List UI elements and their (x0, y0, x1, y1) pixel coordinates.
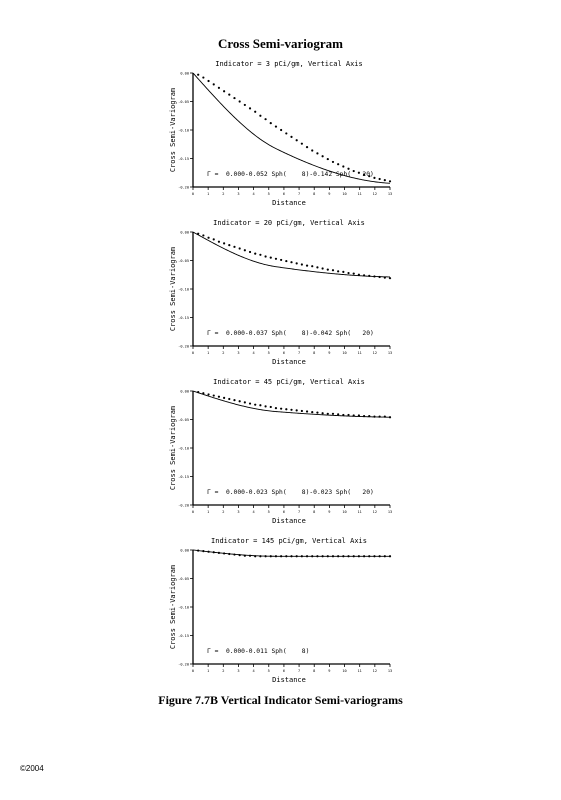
data-point (373, 416, 375, 418)
data-point (207, 551, 209, 553)
data-point (342, 271, 344, 273)
data-point (296, 262, 298, 264)
x-tick-label: 13 (387, 510, 393, 514)
data-point (316, 412, 318, 414)
x-tick-label: 8 (313, 192, 316, 196)
x-tick-label: 2 (222, 510, 225, 514)
data-point (316, 152, 318, 154)
y-tick-label: -0.15 (178, 475, 189, 479)
x-tick-label: 1 (207, 351, 210, 355)
data-point (223, 242, 225, 244)
x-tick-label: 1 (207, 192, 210, 196)
data-point (358, 414, 360, 416)
data-point (379, 555, 381, 557)
data-point (379, 178, 381, 180)
data-point (207, 80, 209, 82)
data-point (197, 391, 199, 393)
data-point (244, 249, 246, 251)
y-tick-label: -0.20 (178, 662, 189, 667)
data-point (384, 277, 386, 279)
data-point (233, 553, 235, 555)
data-point (322, 412, 324, 414)
x-tick-label: 8 (313, 669, 316, 673)
data-point (384, 179, 386, 181)
x-tick-label: 2 (222, 192, 225, 196)
data-point (327, 555, 329, 557)
model-curve (193, 391, 390, 417)
data-point (280, 408, 282, 410)
x-tick-label: 0 (191, 192, 195, 196)
x-tick-label: 9 (328, 192, 331, 196)
data-point (275, 407, 277, 409)
data-point (285, 408, 287, 410)
data-point (389, 416, 391, 418)
data-point (285, 132, 287, 134)
data-point (353, 555, 355, 557)
data-point (213, 83, 215, 85)
data-point (259, 254, 261, 256)
data-point (254, 555, 256, 557)
data-point (379, 416, 381, 418)
chart-title: Indicator = 145 pCi/gm, Vertical Axis (211, 537, 367, 545)
data-point (379, 276, 381, 278)
x-tick-label: 11 (357, 351, 362, 355)
data-point (275, 555, 277, 557)
data-point (270, 122, 272, 124)
data-point (306, 410, 308, 412)
data-point (218, 552, 220, 554)
data-point (264, 405, 266, 407)
data-point (228, 244, 230, 246)
data-point (207, 237, 209, 239)
data-point (228, 94, 230, 96)
y-tick-label: -0.20 (178, 344, 189, 349)
chart-title: Indicator = 3 pCi/gm, Vertical Axis (215, 60, 363, 68)
x-tick-label: 0 (191, 351, 195, 355)
data-point (389, 555, 391, 557)
data-point (290, 136, 292, 138)
model-curve (193, 73, 390, 183)
y-tick-label: -0.10 (178, 287, 189, 292)
y-tick-label: -0.10 (178, 446, 189, 451)
data-point (311, 411, 313, 413)
x-tick-label: 3 (237, 510, 240, 514)
data-point (332, 413, 334, 415)
x-tick-label: 7 (297, 351, 301, 355)
x-tick-label: 5 (267, 192, 270, 196)
data-point (275, 125, 277, 127)
data-point (316, 555, 318, 557)
data-point (322, 555, 324, 557)
x-tick-label: 1 (207, 669, 210, 673)
chart-panel-indicator-45 (0, 373, 561, 533)
y-tick-label: 0.00 (180, 230, 189, 235)
data-point (249, 251, 251, 253)
data-point (322, 155, 324, 157)
data-point (311, 149, 313, 151)
data-point (358, 555, 360, 557)
x-tick-label: 0 (191, 510, 195, 514)
data-point (363, 415, 365, 417)
y-tick-label: -0.10 (178, 128, 189, 133)
data-point (368, 415, 370, 417)
x-tick-label: 12 (372, 192, 378, 196)
data-point (239, 554, 241, 556)
data-point (244, 555, 246, 557)
x-tick-label: 3 (237, 351, 240, 355)
x-tick-label: 5 (267, 669, 270, 673)
data-point (363, 555, 365, 557)
data-point (353, 273, 355, 275)
data-point (296, 139, 298, 141)
x-tick-label: 6 (282, 192, 286, 196)
data-point (368, 555, 370, 557)
x-tick-label: 13 (387, 669, 393, 673)
data-point (347, 414, 349, 416)
x-tick-label: 8 (313, 351, 316, 355)
data-point (332, 161, 334, 163)
data-point (306, 146, 308, 148)
x-tick-label: 1 (207, 510, 210, 514)
x-tick-label: 10 (342, 351, 347, 355)
data-point (290, 261, 292, 263)
x-tick-label: 11 (357, 669, 362, 673)
x-axis-label: Distance (272, 358, 306, 366)
x-axis-label: Distance (272, 199, 306, 207)
y-tick-label: 0.00 (180, 548, 189, 553)
x-tick-label: 2 (222, 351, 225, 355)
data-point (358, 274, 360, 276)
y-tick-label: 0.00 (180, 389, 189, 394)
data-point (327, 413, 329, 415)
data-point (218, 396, 220, 398)
data-point (213, 551, 215, 553)
x-tick-label: 3 (237, 192, 240, 196)
y-axis-label: Cross Semi-Variogram (169, 564, 177, 650)
data-point (290, 409, 292, 411)
model-equation: Γ = 0.000-0.011 Sph( 8) (207, 648, 310, 655)
x-tick-label: 5 (267, 351, 270, 355)
data-point (342, 555, 344, 557)
data-point (270, 406, 272, 408)
data-point (264, 118, 266, 120)
data-point (327, 269, 329, 271)
data-point (197, 549, 199, 551)
data-point (347, 555, 349, 557)
data-point (306, 265, 308, 267)
chart-panel-indicator-145 (0, 532, 561, 692)
data-point (259, 115, 261, 117)
data-point (280, 129, 282, 131)
data-point (202, 76, 204, 78)
y-axis-label: Cross Semi-Variogram (169, 87, 177, 173)
y-tick-label: -0.15 (178, 157, 189, 161)
chart-panel-indicator-3 (0, 55, 561, 215)
x-tick-label: 4 (252, 510, 255, 514)
data-point (233, 399, 235, 401)
data-point (337, 163, 339, 165)
data-point (213, 238, 215, 240)
data-point (259, 555, 261, 557)
data-point (207, 393, 209, 395)
x-tick-label: 5 (267, 510, 270, 514)
x-tick-label: 8 (313, 510, 316, 514)
x-tick-label: 9 (328, 510, 331, 514)
data-point (218, 87, 220, 89)
y-tick-label: -0.10 (178, 605, 189, 610)
data-point (337, 555, 339, 557)
data-point (290, 555, 292, 557)
data-point (239, 100, 241, 102)
data-point (332, 555, 334, 557)
x-tick-label: 3 (237, 669, 240, 673)
data-point (197, 74, 199, 76)
model-curve (193, 232, 390, 277)
data-point (270, 555, 272, 557)
y-axis-label: Cross Semi-Variogram (169, 405, 177, 491)
data-point (223, 90, 225, 92)
y-tick-label: -0.05 (178, 577, 189, 581)
data-point (322, 267, 324, 269)
data-point (311, 555, 313, 557)
x-tick-label: 11 (357, 510, 362, 514)
data-point (233, 246, 235, 248)
data-point (249, 555, 251, 557)
data-point (259, 404, 261, 406)
data-point (368, 275, 370, 277)
x-tick-label: 4 (252, 351, 255, 355)
chart-panel-indicator-20 (0, 214, 561, 374)
data-point (254, 404, 256, 406)
x-tick-label: 9 (328, 669, 331, 673)
data-point (223, 397, 225, 399)
y-tick-label: 0.00 (180, 71, 189, 76)
data-point (311, 265, 313, 267)
x-tick-label: 6 (282, 510, 286, 514)
x-tick-label: 7 (297, 669, 301, 673)
data-point (301, 143, 303, 145)
data-point (280, 259, 282, 261)
data-point (337, 413, 339, 415)
model-equation: Γ = 0.000-0.052 Sph( 8)-0.142 Sph( 20) (207, 171, 374, 178)
y-tick-label: -0.15 (178, 316, 189, 320)
page-title: Cross Semi-variogram (217, 36, 344, 51)
data-point (342, 414, 344, 416)
x-tick-label: 6 (282, 669, 286, 673)
x-axis-label: Distance (272, 517, 306, 525)
data-point (280, 555, 282, 557)
data-point (363, 274, 365, 276)
y-tick-label: -0.20 (178, 185, 189, 190)
data-point (306, 555, 308, 557)
x-tick-label: 12 (372, 669, 378, 673)
data-point (202, 392, 204, 394)
x-tick-label: 12 (372, 351, 378, 355)
x-axis-label: Distance (272, 676, 306, 684)
data-point (254, 253, 256, 255)
data-point (373, 555, 375, 557)
x-tick-label: 13 (387, 351, 393, 355)
figure-caption: Figure 7.7B Vertical Indicator Semi-variograms (158, 693, 403, 707)
data-point (384, 555, 386, 557)
data-point (249, 402, 251, 404)
x-tick-label: 13 (387, 192, 393, 196)
x-tick-label: 12 (372, 510, 378, 514)
x-tick-label: 4 (252, 192, 255, 196)
y-tick-label: -0.05 (178, 418, 189, 422)
data-point (202, 234, 204, 236)
chart-title: Indicator = 20 pCi/gm, Vertical Axis (213, 219, 365, 227)
data-point (244, 104, 246, 106)
data-point (301, 555, 303, 557)
data-point (301, 410, 303, 412)
data-point (239, 400, 241, 402)
data-point (342, 165, 344, 167)
data-point (270, 257, 272, 259)
data-point (347, 168, 349, 170)
y-tick-label: -0.20 (178, 503, 189, 508)
x-tick-label: 10 (342, 192, 347, 196)
x-tick-label: 0 (191, 669, 195, 673)
data-point (296, 409, 298, 411)
data-point (264, 255, 266, 257)
x-tick-label: 2 (222, 669, 225, 673)
y-tick-label: -0.05 (178, 259, 189, 263)
data-point (327, 158, 329, 160)
x-tick-label: 7 (297, 510, 301, 514)
x-tick-label: 10 (342, 510, 347, 514)
data-point (213, 394, 215, 396)
data-point (202, 550, 204, 552)
data-point (239, 247, 241, 249)
data-point (316, 266, 318, 268)
data-point (264, 555, 266, 557)
data-point (389, 180, 391, 182)
data-point (249, 107, 251, 109)
y-tick-label: -0.05 (178, 100, 189, 104)
data-point (337, 270, 339, 272)
y-axis-label: Cross Semi-Variogram (169, 246, 177, 332)
data-point (223, 552, 225, 554)
data-point (275, 258, 277, 260)
x-tick-label: 4 (252, 669, 255, 673)
data-point (197, 233, 199, 235)
model-equation: Γ = 0.000-0.023 Sph( 8)-0.023 Sph( 20) (207, 489, 374, 496)
data-point (285, 260, 287, 262)
data-point (373, 275, 375, 277)
data-point (254, 111, 256, 113)
copyright-notice: ©2004 (20, 764, 44, 773)
x-tick-label: 11 (357, 192, 362, 196)
data-point (296, 555, 298, 557)
data-point (218, 241, 220, 243)
x-tick-label: 9 (328, 351, 331, 355)
x-tick-label: 7 (297, 192, 301, 196)
data-point (353, 414, 355, 416)
data-point (244, 401, 246, 403)
data-point (228, 398, 230, 400)
x-tick-label: 6 (282, 351, 286, 355)
data-point (228, 553, 230, 555)
data-point (389, 277, 391, 279)
data-point (332, 269, 334, 271)
x-tick-label: 10 (342, 669, 347, 673)
data-point (384, 416, 386, 418)
data-point (285, 555, 287, 557)
data-point (347, 272, 349, 274)
model-equation: Γ = 0.000-0.037 Sph( 8)-0.042 Sph( 20) (207, 330, 374, 337)
data-point (301, 263, 303, 265)
data-point (233, 97, 235, 99)
y-tick-label: -0.15 (178, 634, 189, 638)
chart-title: Indicator = 45 pCi/gm, Vertical Axis (213, 378, 365, 386)
